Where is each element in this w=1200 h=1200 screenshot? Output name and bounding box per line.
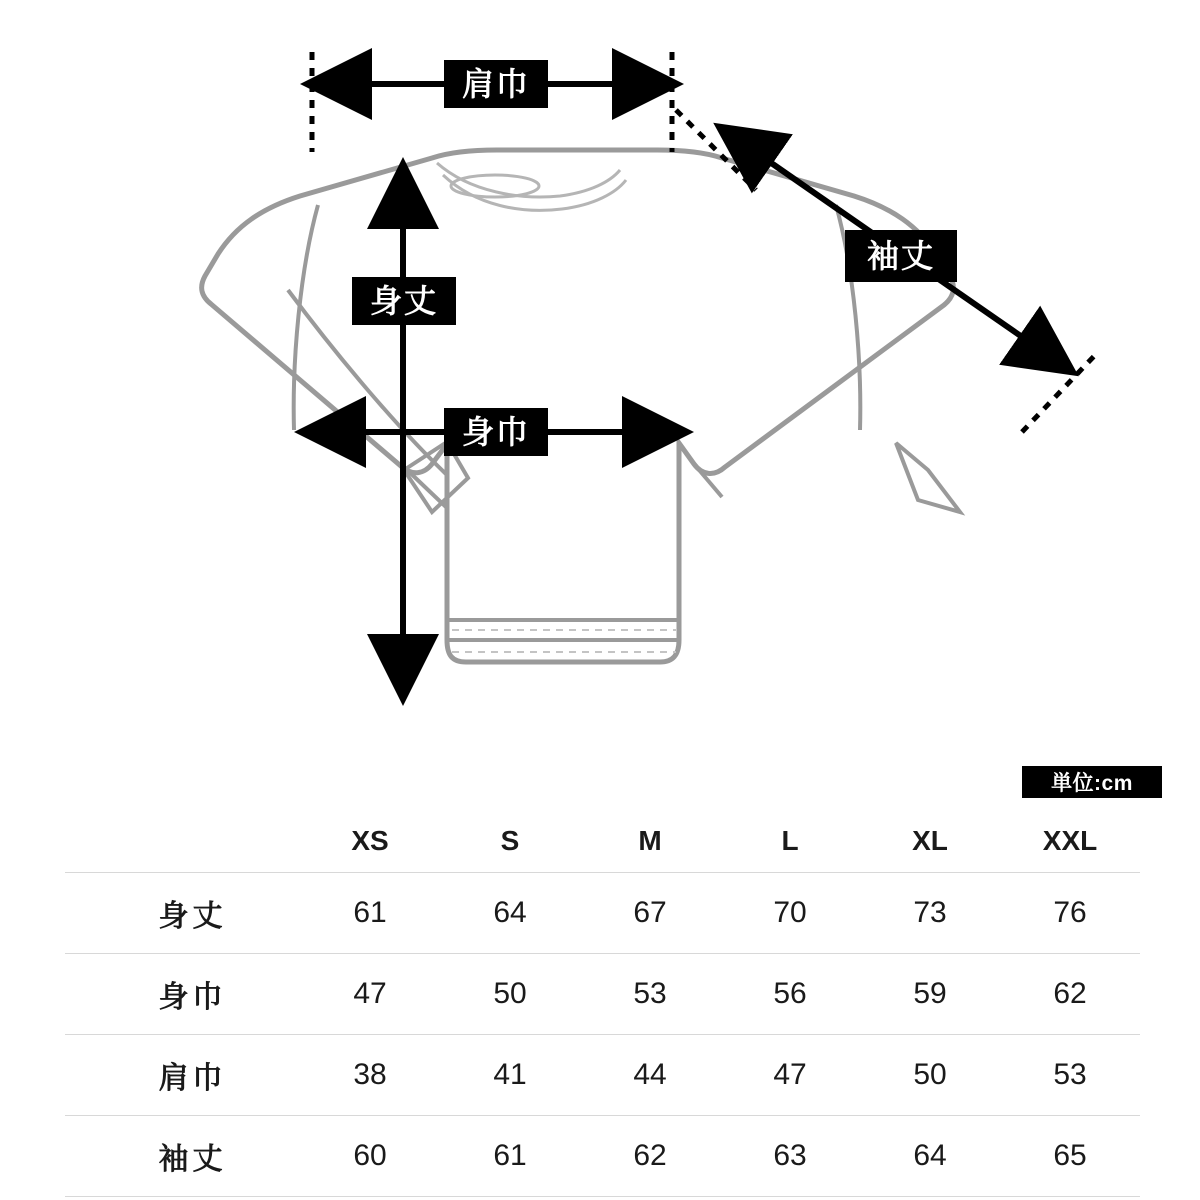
column-header-xl: XL — [860, 810, 1000, 872]
size-table — [65, 810, 1140, 1197]
sleeve-length-label: 袖丈 — [845, 230, 957, 282]
cell-shoulder-width-l: 47 — [720, 1034, 860, 1115]
table-corner-cell — [65, 810, 300, 872]
garment-seam-lines — [288, 205, 860, 640]
cell-sleeve-length-xs: 60 — [300, 1115, 440, 1196]
table-row — [65, 953, 1140, 1034]
row-label-sleeve-length: 袖丈 — [65, 1115, 300, 1196]
cell-shoulder-width-xxl: 53 — [1000, 1034, 1140, 1115]
column-header-s: S — [440, 810, 580, 872]
cell-shoulder-width-m: 44 — [580, 1034, 720, 1115]
cell-body-length-xl: 73 — [860, 872, 1000, 953]
cell-sleeve-length-xxl: 65 — [1000, 1115, 1140, 1196]
cell-body-width-s: 50 — [440, 953, 580, 1034]
cell-shoulder-width-xl: 50 — [860, 1034, 1000, 1115]
cell-body-length-xxl: 76 — [1000, 872, 1140, 953]
column-header-m: M — [580, 810, 720, 872]
cell-shoulder-width-xs: 38 — [300, 1034, 440, 1115]
body-width-label: 身巾 — [444, 408, 548, 456]
table-row — [65, 1115, 1140, 1196]
cell-body-length-s: 64 — [440, 872, 580, 953]
unit-badge: 単位:cm — [1022, 766, 1162, 798]
cell-body-width-xl: 59 — [860, 953, 1000, 1034]
cell-body-width-m: 53 — [580, 953, 720, 1034]
row-label-body-length: 身丈 — [65, 872, 300, 953]
table-row — [65, 1034, 1140, 1115]
column-header-xxl: XXL — [1000, 810, 1140, 872]
cell-body-length-xs: 61 — [300, 872, 440, 953]
cell-body-length-m: 67 — [580, 872, 720, 953]
cell-body-width-l: 56 — [720, 953, 860, 1034]
column-header-l: L — [720, 810, 860, 872]
cell-body-length-l: 70 — [720, 872, 860, 953]
table-row — [65, 872, 1140, 953]
cell-sleeve-length-s: 61 — [440, 1115, 580, 1196]
body-length-label: 身丈 — [352, 277, 456, 325]
cell-sleeve-length-xl: 64 — [860, 1115, 1000, 1196]
row-label-shoulder-width: 肩巾 — [65, 1034, 300, 1115]
cell-body-width-xs: 47 — [300, 953, 440, 1034]
cell-sleeve-length-l: 63 — [720, 1115, 860, 1196]
cell-sleeve-length-m: 62 — [580, 1115, 720, 1196]
garment-collar — [437, 163, 626, 210]
cell-shoulder-width-s: 41 — [440, 1034, 580, 1115]
column-header-xs: XS — [300, 810, 440, 872]
table-header-row — [65, 810, 1140, 872]
row-label-body-width: 身巾 — [65, 953, 300, 1034]
shoulder-width-label: 肩巾 — [444, 60, 548, 108]
cell-body-width-xxl: 62 — [1000, 953, 1140, 1034]
